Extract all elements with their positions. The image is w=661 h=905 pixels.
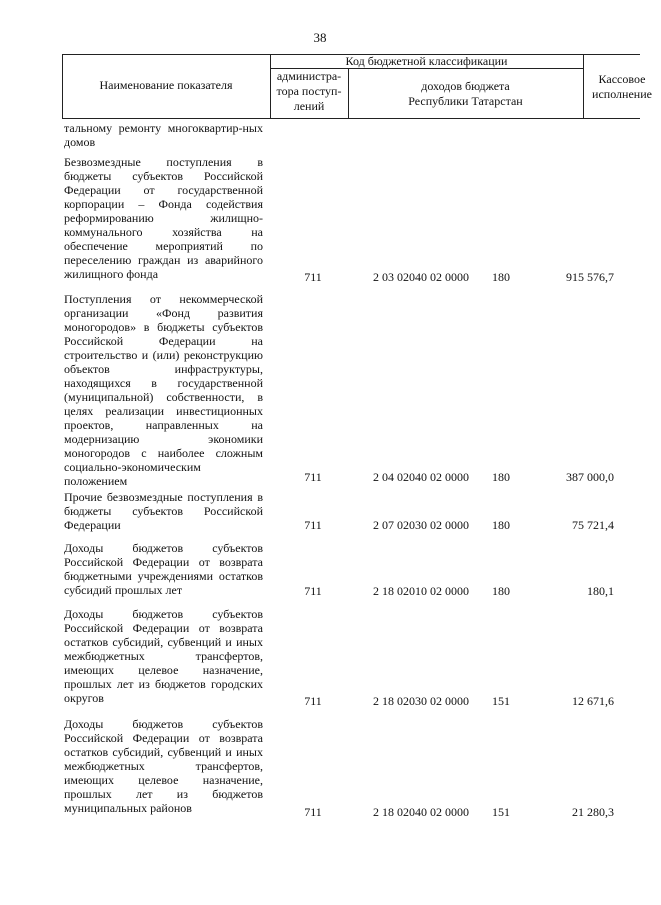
header-code-group: Код бюджетной классификации <box>345 54 508 68</box>
row-name: Прочие безвозмездные поступления в бюджеты субъектов Российской Федерации <box>64 490 263 532</box>
row-amount: 915 576,7 <box>566 270 614 284</box>
row-name: Безвозмездные поступления в бюджеты субъектов Российской Федерации от государственной корпорации – Фонда содействия реформированию жилищно-коммунального хозяйства на обеспечение мероприятий по переселению граждан из аварийного жилищного фонда <box>64 155 263 281</box>
header-execution-column: Кассовое исполнение <box>592 72 652 101</box>
row-subcode: 180 <box>492 518 510 532</box>
row-admin-code: 711 <box>304 270 322 284</box>
row-subcode: 180 <box>492 470 510 484</box>
row-name: тальному ремонту многоквартир-ных домов <box>64 121 263 149</box>
row-name: Доходы бюджетов субъектов Российской Федерации от возврата остатков субсидий, субвенций и иных межбюджетных трансфертов, имеющих целевое назначение, прошлых лет из бюджетов муниципальных районов <box>64 717 263 815</box>
row-budget-code: 2 04 02040 02 0000 <box>373 470 469 484</box>
row-budget-code: 2 18 02040 02 0000 <box>373 805 469 819</box>
row-amount: 180,1 <box>587 584 614 598</box>
header-admin-column: администра- тора поступ- лений <box>276 69 342 113</box>
row-admin-code: 711 <box>304 805 322 819</box>
header-border-bottom <box>62 118 640 119</box>
row-amount: 21 280,3 <box>572 805 614 819</box>
row-subcode: 151 <box>492 805 510 819</box>
row-budget-code: 2 18 02010 02 0000 <box>373 584 469 598</box>
row-amount: 12 671,6 <box>572 694 614 708</box>
row-name: Поступления от некоммерческой организации «Фонд развития моногородов» в бюджеты субъектов Российской Федерации на строительство и (или) реконструкцию объектов инфраструктуры, находящихся в государственной (муниципальной) собственности, в целях реализации инвестиционных проектов, направленных на модернизацию экономики моногородов с наиболее сложным социально-экономическим положением <box>64 292 263 488</box>
row-admin-code: 711 <box>304 584 322 598</box>
row-budget-code: 2 07 02030 02 0000 <box>373 518 469 532</box>
row-subcode: 151 <box>492 694 510 708</box>
row-budget-code: 2 03 02040 02 0000 <box>373 270 469 284</box>
row-admin-code: 711 <box>304 470 322 484</box>
row-admin-code: 711 <box>304 518 322 532</box>
row-budget-code: 2 18 02030 02 0000 <box>373 694 469 708</box>
page-number: 38 <box>313 30 327 45</box>
row-name: Доходы бюджетов субъектов Российской Федерации от возврата бюджетными учреждениями остатков субсидий прошлых лет <box>64 541 263 597</box>
header-income-column: доходов бюджета Республики Татарстан <box>408 79 523 108</box>
table-header <box>62 54 652 119</box>
row-amount: 75 721,4 <box>572 518 614 532</box>
header-name-column: Наименование показателя <box>99 78 233 92</box>
row-amount: 387 000,0 <box>566 470 614 484</box>
row-name: Доходы бюджетов субъектов Российской Федерации от возврата остатков субсидий, субвенций и иных межбюджетных трансфертов, имеющих целевое назначение, прошлых лет из бюджетов городских округов <box>64 607 263 705</box>
row-subcode: 180 <box>492 584 510 598</box>
row-subcode: 180 <box>492 270 510 284</box>
row-admin-code: 711 <box>304 694 322 708</box>
